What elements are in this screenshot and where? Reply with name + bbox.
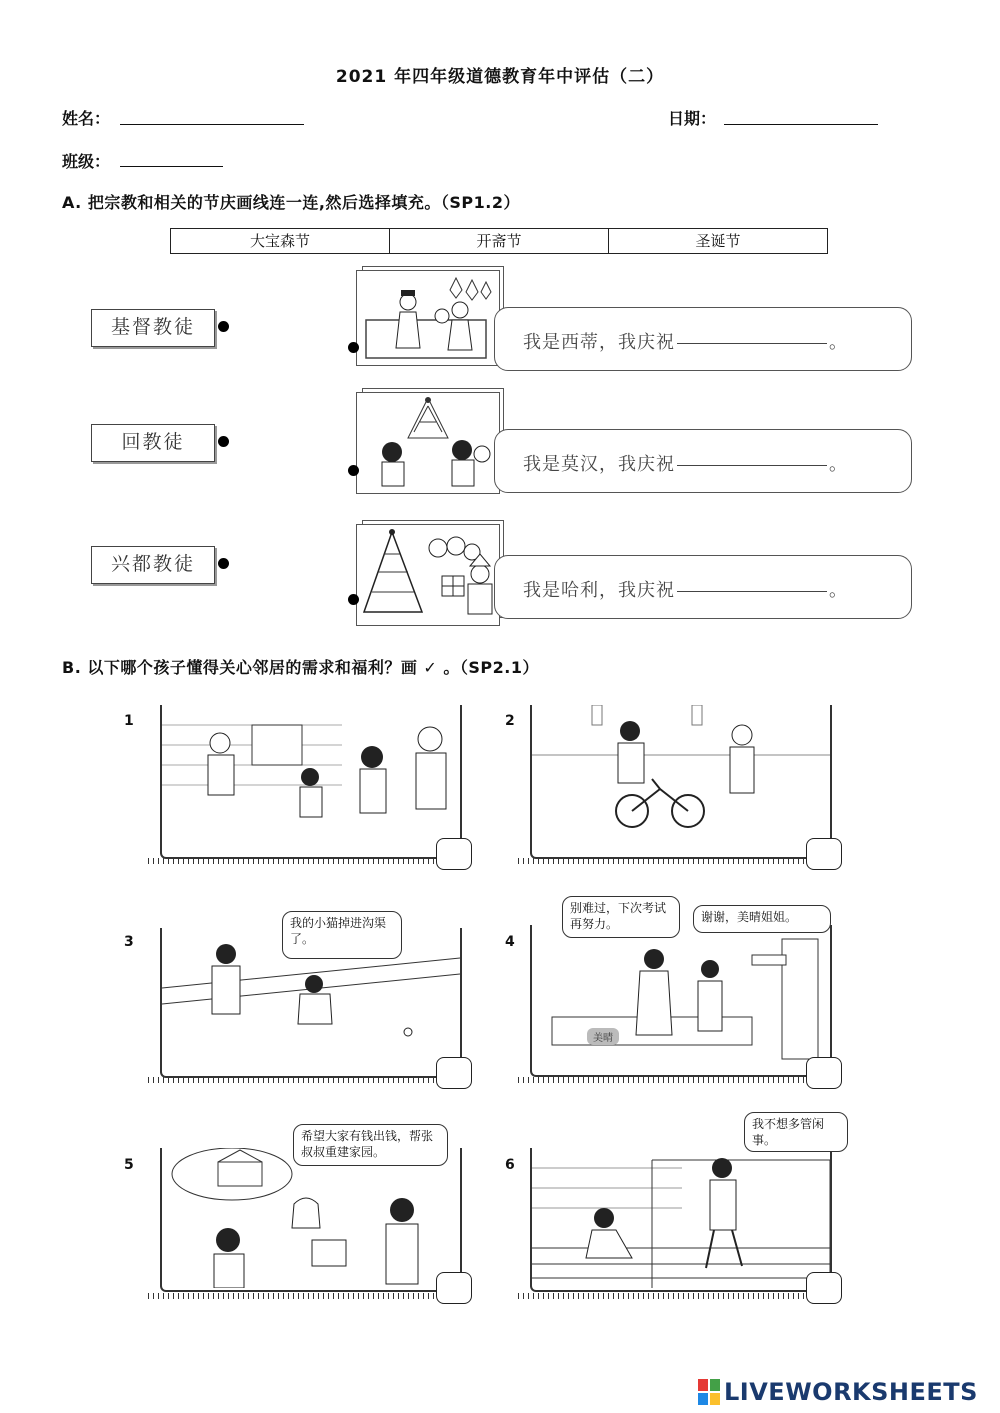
christmas-tree-illustration [356,524,500,624]
statement-box [494,429,912,493]
panel-number: 5 [124,1157,134,1173]
name-label: 姓名： [62,109,111,128]
speech-bubble: 我的小猫掉进沟渠了。 [282,911,402,959]
scenario-panel [160,705,462,859]
panel-number: 6 [505,1157,515,1173]
speech-bubble: 希望大家有钱出钱，帮张叔叔重建家园。 [293,1124,448,1166]
panel-number: 3 [124,934,134,950]
statement-box [494,307,912,371]
page-title: 2021 年四年级道德教育年中评估（二） [335,67,665,87]
festival-picture [356,392,506,488]
religion-box: 回教徒 [91,424,215,462]
panel-number: 1 [124,713,134,729]
liveworksheets-logo-icon [698,1379,720,1405]
answer-checkbox[interactable] [806,1057,842,1089]
festival-option[interactable]: 大宝森节 [249,232,310,250]
ruler-decoration [518,1077,830,1083]
statement-text: 我是西蒂，我庆祝 。 [523,332,848,353]
match-dot[interactable] [348,594,359,605]
ruler-decoration [148,858,460,864]
panel-number: 2 [505,713,515,729]
religion-box: 兴都教徒 [91,546,215,584]
neighbor-visit-illustration [162,705,460,855]
statement-text: 我是莫汉，我庆祝 。 [523,454,848,475]
answer-checkbox[interactable] [436,1272,472,1304]
match-dot[interactable] [348,342,359,353]
speech-bubble: 谢谢，美晴姐姐。 [693,905,831,933]
answer-checkbox[interactable] [436,838,472,870]
name-tag: 美晴 [587,1028,619,1045]
match-dot[interactable] [218,558,229,569]
religion-box: 基督教徒 [91,309,215,347]
ruler-decoration [148,1293,460,1299]
festival-picture [356,270,506,366]
scenario-panel [530,705,832,859]
stairs-fall-illustration [532,1148,830,1288]
match-dot[interactable] [348,465,359,476]
ruler-decoration [518,1293,830,1299]
speech-bubble: 别难过，下次考试再努力。 [562,896,680,938]
match-dot[interactable] [218,436,229,447]
statement-text: 我是哈利，我庆祝 。 [523,580,848,601]
section-b-instruction: B. 以下哪个孩子懂得关心邻居的需求和福利？画 ✓ 。（SP2.1） [62,658,539,677]
scenario-panel [530,925,832,1077]
hari-raya-family-illustration [356,270,500,366]
answer-checkbox[interactable] [806,1272,842,1304]
class-field[interactable] [120,166,223,167]
answer-checkbox[interactable] [436,1057,472,1089]
class-label: 班级： [62,152,111,171]
festival-word-bank [170,228,828,254]
name-field[interactable] [120,124,304,125]
festival-option[interactable]: 开斋节 [389,229,608,253]
section-a-instruction: A. 把宗教和相关的节庆画线连一连,然后选择填充。（SP1.2） [62,193,521,212]
match-dot[interactable] [218,321,229,332]
answer-checkbox[interactable] [806,838,842,870]
festival-answer-blank[interactable] [677,591,827,592]
comforting-friend-illustration [532,925,830,1073]
festival-picture [356,524,506,620]
panel-number: 4 [505,934,515,950]
liveworksheets-logo [698,1378,978,1406]
ruler-decoration [148,1077,460,1083]
festival-option[interactable]: 圣诞节 [608,229,827,253]
brand-name: LIVEWORKSHEETS [724,1378,978,1406]
kavadi-procession-illustration [356,392,500,492]
date-field[interactable] [724,124,878,125]
statement-box [494,555,912,619]
festival-answer-blank[interactable] [677,465,827,466]
fundraising-illustration [162,1148,460,1288]
speech-bubble: 我不想多管闲事。 [744,1112,848,1152]
scenario-panel [530,1148,832,1292]
bicycle-repair-illustration [532,705,830,855]
date-label: 日期： [668,109,717,128]
festival-answer-blank[interactable] [677,343,827,344]
scenario-panel [160,1148,462,1292]
ruler-decoration [518,858,830,864]
